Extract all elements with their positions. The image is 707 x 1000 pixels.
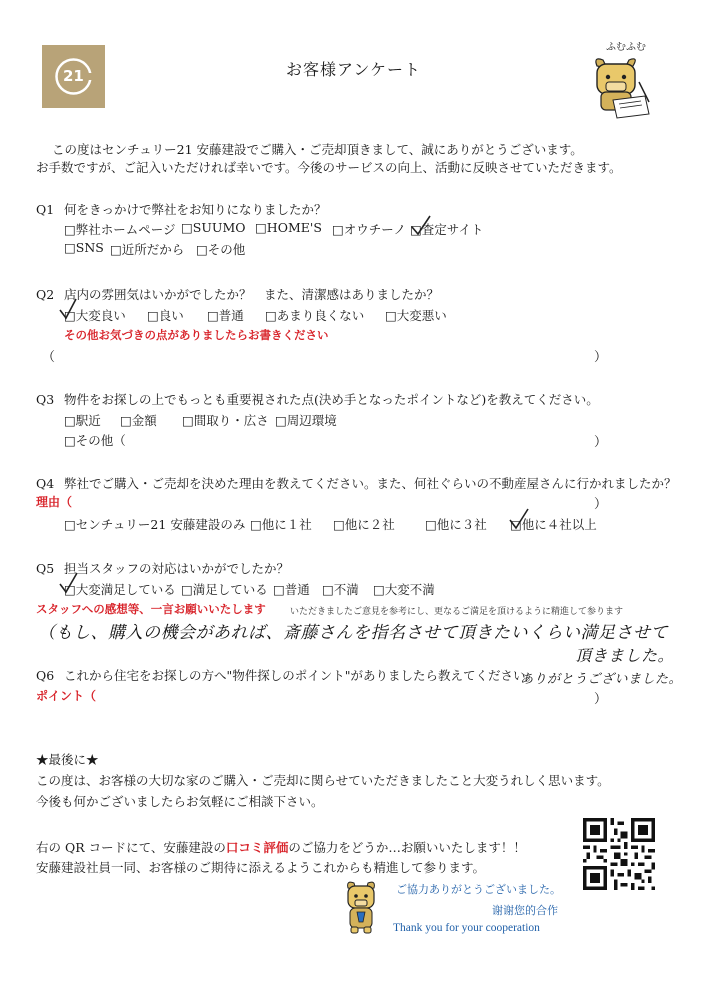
q5-number: Q5: [36, 561, 55, 576]
q4-number: Q4: [36, 476, 55, 491]
q2-option-very-bad[interactable]: □大変悪い: [385, 308, 447, 323]
q2-paren-open: （: [42, 350, 56, 365]
q5-option-normal[interactable]: □普通: [273, 582, 310, 597]
q4-option-1-other[interactable]: □他に１社: [250, 517, 312, 532]
q3-question: [36, 390, 599, 408]
checkmark-icon: [508, 508, 530, 530]
q1-option-ouchino[interactable]: □オウチーノ: [332, 222, 407, 237]
mascot-caption: ふむふむ: [606, 42, 646, 53]
q1-option-homes[interactable]: □HOME'S: [255, 220, 322, 235]
q5-handwritten-line-1: （もし、購入の機会があれば、斎藤さんを指名させて頂きたいくらい満足させて: [38, 623, 668, 643]
q2-number: Q2: [36, 287, 55, 302]
q2-note: その他お気づきの点がありましたらお書きください: [64, 328, 329, 342]
q1-option-homepage[interactable]: □弊社ホームページ: [64, 222, 176, 237]
q3-number: Q3: [36, 392, 55, 407]
page-title: お客様アンケート: [285, 60, 422, 79]
q2-paren-close: ）: [594, 350, 608, 365]
q3-option-environment[interactable]: □周辺環境: [275, 413, 337, 428]
thanks-japanese: ご協力ありがとうございました。: [396, 883, 561, 896]
q1-option-nearby[interactable]: □近所だから: [110, 242, 185, 257]
q1-text: 何をきっかけで弊社をお知りになりましたか？: [64, 202, 327, 217]
qr-code[interactable]: [583, 818, 655, 890]
mascot-dog-writing-icon: [583, 52, 658, 120]
q6-text: これから住宅をお探しの方へ"物件探しのポイント"がありましたら教えてください。: [64, 668, 539, 683]
logo-text: 21: [63, 67, 84, 85]
q6-point-label: ポイント（: [36, 689, 97, 703]
qr-note-after: のご協力をどうか…お願いいたします！！: [288, 840, 526, 855]
q3-option-other[interactable]: □その他（: [64, 433, 126, 448]
checkmark-icon: [58, 572, 80, 594]
q6-question: [36, 666, 538, 684]
q5-note: スタッフへの感想等、一言お願いいたします: [36, 602, 266, 616]
thanks-chinese: 谢谢您的合作: [492, 904, 558, 917]
q1-number: Q1: [36, 202, 55, 217]
q1-option-satei-site[interactable]: □査定サイト: [410, 222, 484, 237]
qr-note-line-1: [36, 838, 526, 856]
qr-note-line-2: 安藤建設社員一同、お客様のご期待に添えるようこれからも精進して参ります。: [36, 860, 486, 875]
q3-paren-close: ）: [594, 435, 608, 450]
checkmark-icon: [410, 214, 432, 236]
q5-text: 担当スタッフの対応はいかがでしたか？: [64, 561, 290, 576]
q5-small-note: いただきましたご意見を参考にし、更なるご満足を頂けるように精進して参ります: [290, 607, 624, 617]
q2-option-good[interactable]: □良い: [147, 308, 184, 323]
q5-option-very-dissatisfied[interactable]: □大変不満: [373, 582, 435, 597]
q1-question: [36, 200, 327, 218]
q3-option-price[interactable]: □金額: [120, 413, 157, 428]
q2-option-normal[interactable]: □普通: [207, 308, 244, 323]
q3-text: 物件をお探しの上でもっとも重要視された点(決め手となったポイントなど)を教えてください。: [64, 392, 599, 407]
q6-number: Q6: [36, 668, 55, 683]
q2-question: [36, 285, 439, 303]
q2-option-very-good[interactable]: □大変良い: [64, 308, 126, 323]
intro-line-1: この度はセンチュリー21 安藤建設でご購入・ご売却頂きまして、誠にありがとうございます。: [52, 142, 583, 157]
closing-heading: ★最後に★: [36, 752, 99, 767]
q3-option-layout[interactable]: □間取り・広さ: [182, 413, 269, 428]
q2-option-not-good[interactable]: □あまり良くない: [265, 308, 365, 323]
q2-text: 店内の雰囲気はいかがでしたか？ また、清潔感はありましたか？: [64, 287, 440, 302]
q3-option-station[interactable]: □駅近: [64, 413, 101, 428]
q4-question: [36, 474, 677, 492]
q5-handwritten-line-3: ありがとうございました。: [520, 672, 683, 687]
q5-handwritten-line-2: 頂きました。: [575, 646, 675, 665]
qr-note-highlight: 口コミ評価: [225, 840, 289, 855]
q4-reason-label: 理由（: [36, 495, 73, 509]
q4-option-4plus-others[interactable]: □他に４社以上: [510, 517, 597, 532]
q4-text: 弊社でご購入・ご売却を決めた理由を教えてください。また、何社ぐらいの不動産屋さんに行かれましたか？: [64, 476, 677, 491]
q1-option-suumo[interactable]: □SUUMO: [181, 220, 246, 235]
q4-option-3-others[interactable]: □他に３社: [425, 517, 487, 532]
q4-paren-close: ）: [594, 497, 608, 512]
q6-paren-close: ）: [594, 692, 608, 707]
thanks-english: Thank you for your cooperation: [393, 922, 540, 934]
checkmark-icon: [58, 298, 80, 320]
mascot-dog-icon: [340, 880, 382, 936]
q4-option-only-c21[interactable]: □センチュリー21 安藤建設のみ: [64, 517, 246, 532]
qr-note-before: 右の QR コードにて、安藤建設の: [36, 840, 226, 855]
q1-option-sns[interactable]: □SNS: [64, 240, 104, 255]
closing-line-1: この度は、お客様の大切な家のご購入・ご売却に関らせていただきましたこと大変うれしく思います。: [36, 773, 610, 788]
q5-option-satisfied[interactable]: □満足している: [181, 582, 268, 597]
q5-option-very-satisfied[interactable]: □大変満足している: [64, 582, 176, 597]
intro-line-2: お手数ですが、ご記入いただければ幸いです。今後のサービスの向上、活動に反映させていただきます。: [36, 160, 622, 175]
closing-line-2: 今後も何かございましたらお気軽にご相談下さい。: [36, 794, 324, 809]
q5-option-dissatisfied[interactable]: □不満: [322, 582, 359, 597]
q1-option-other[interactable]: □その他: [196, 242, 246, 257]
q4-option-2-others[interactable]: □他に２社: [333, 517, 395, 532]
